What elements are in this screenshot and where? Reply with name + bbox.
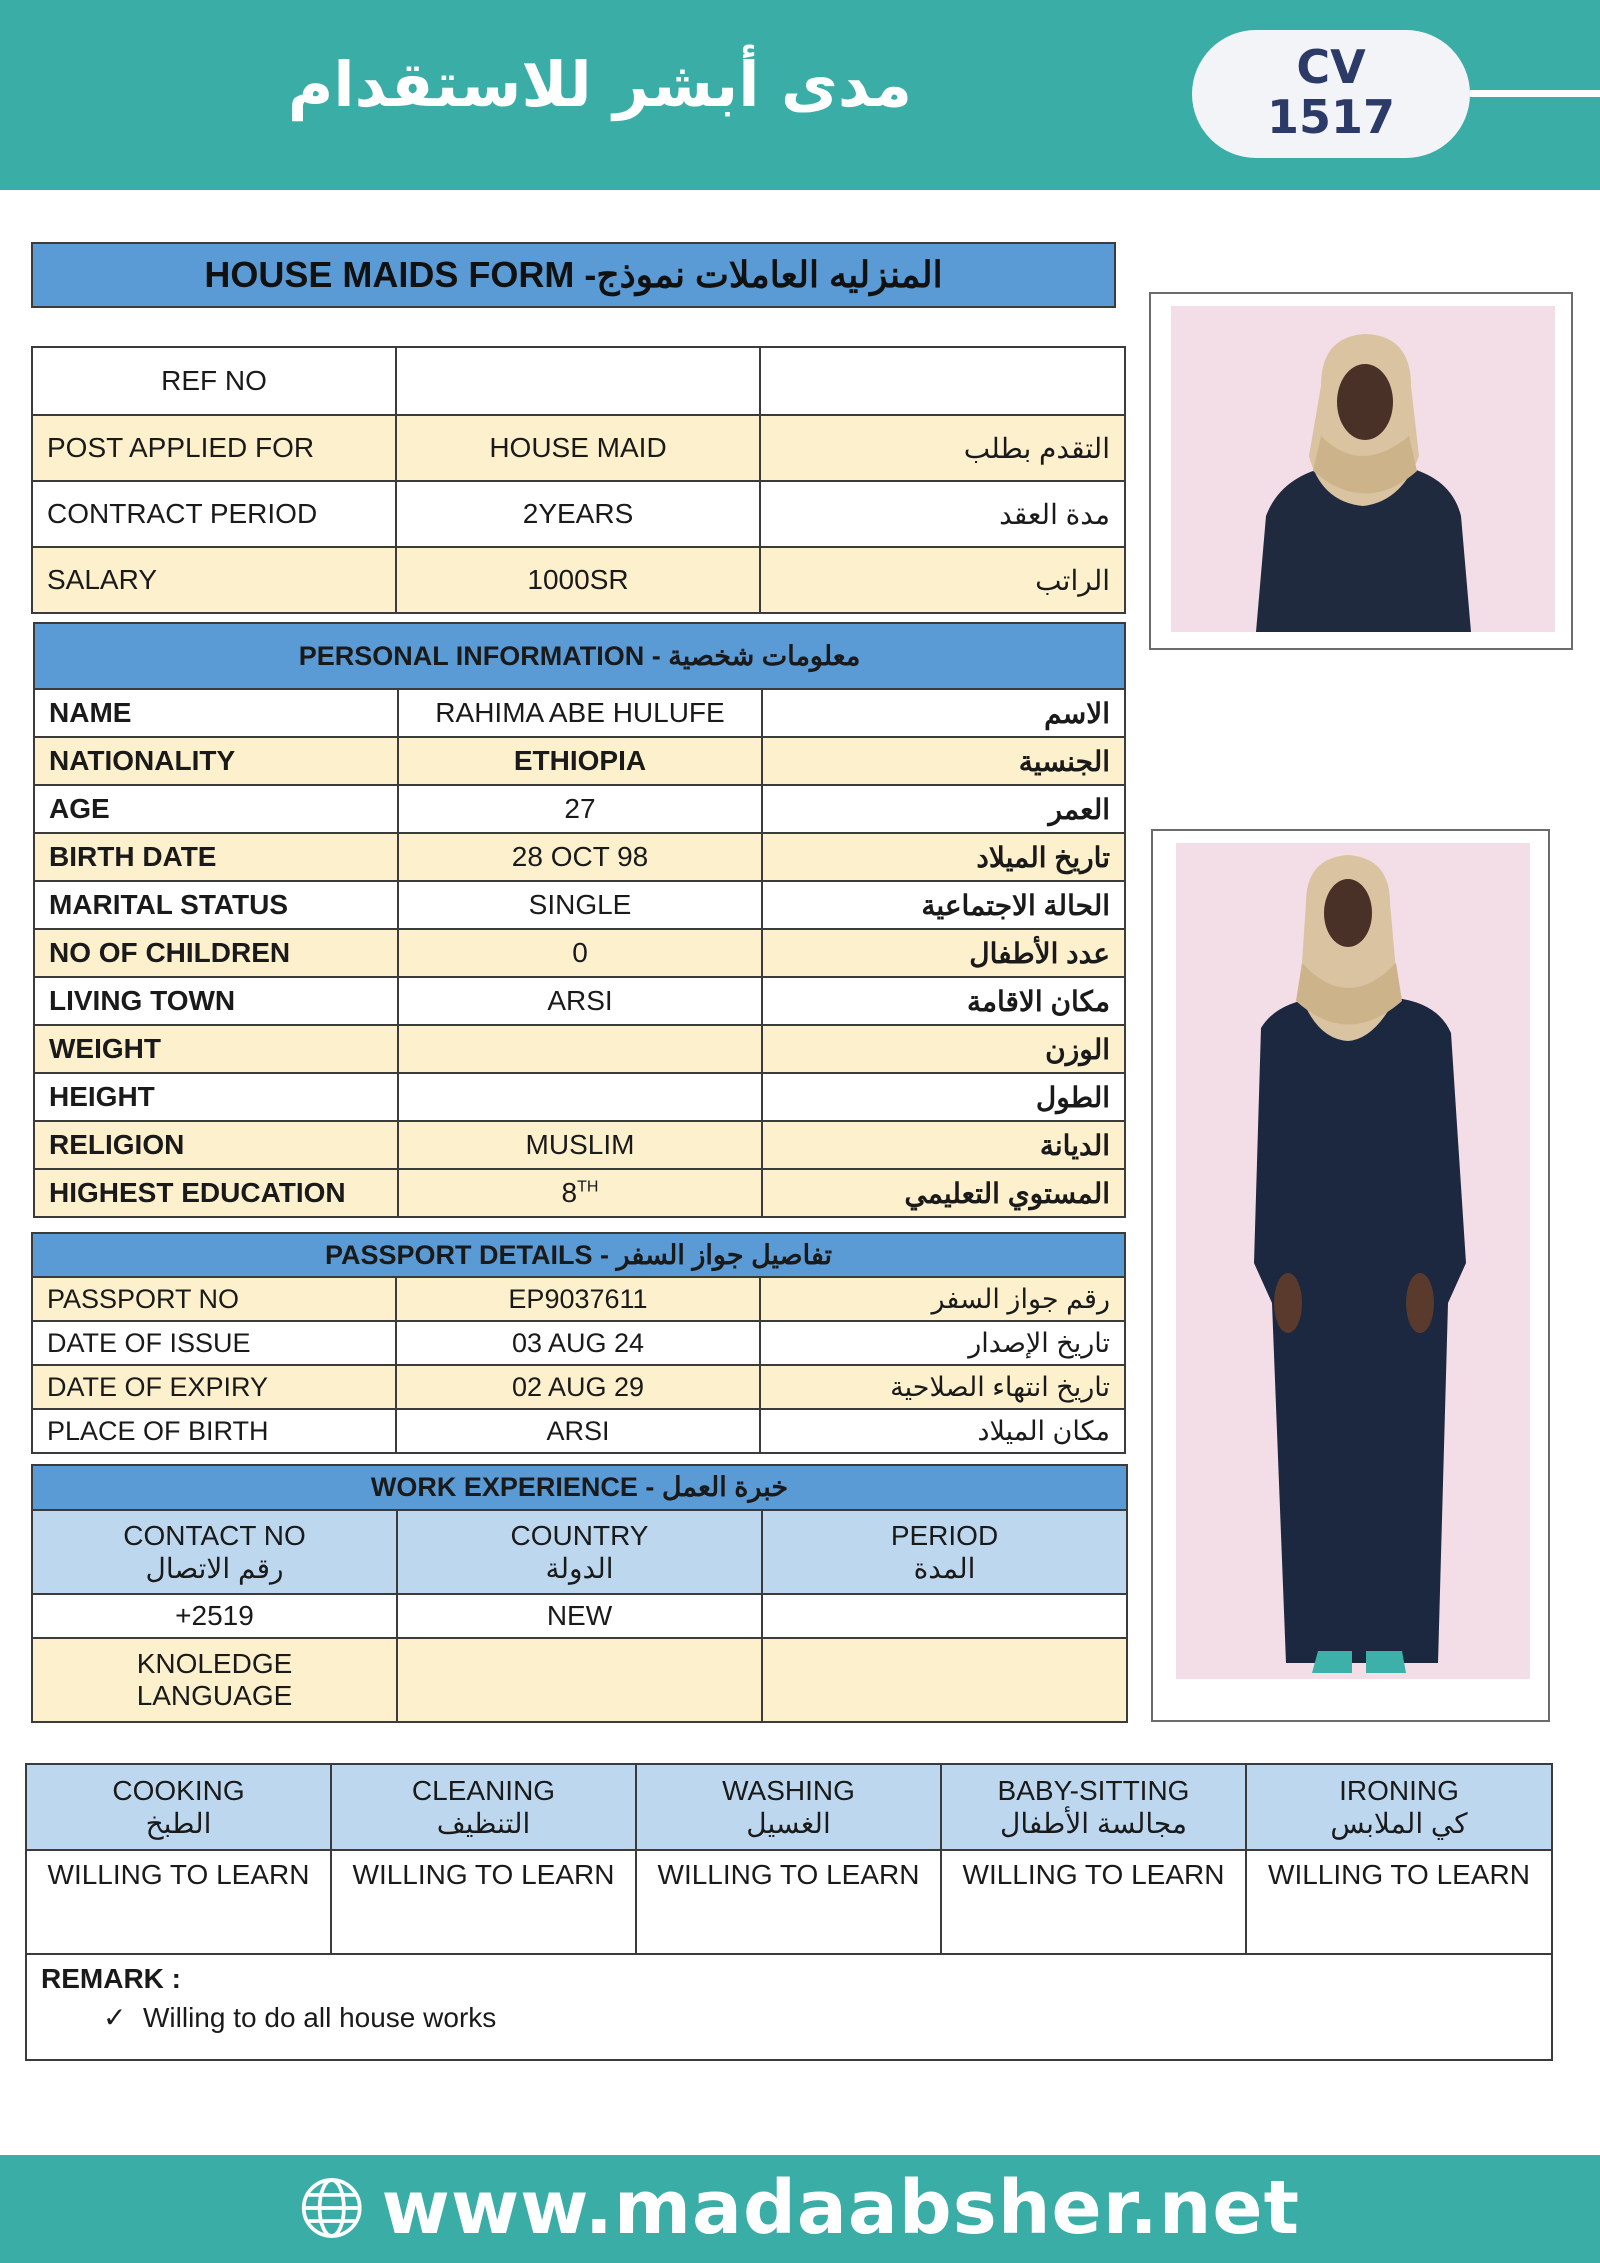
- row-label: SALARY: [32, 547, 396, 613]
- brand-title: مدى أبشر للاستقدام: [287, 48, 913, 121]
- table-row: [34, 1121, 1125, 1169]
- skill-name-ar: التنظيف: [436, 1807, 531, 1839]
- country-value: NEW: [397, 1594, 762, 1638]
- knowledge-language-extra: [762, 1638, 1127, 1722]
- row-label: PASSPORT NO: [32, 1277, 396, 1321]
- row-label: WEIGHT: [34, 1025, 398, 1073]
- skill-value: WILLING TO LEARN: [26, 1850, 331, 1954]
- table-row: [32, 415, 1125, 481]
- section-header: [32, 1233, 1125, 1277]
- row-value: 28 OCT 98: [398, 833, 762, 881]
- table-header-row: [32, 1510, 1127, 1594]
- skill-name-ar: مجالسة الأطفال: [1000, 1807, 1187, 1839]
- work-experience-table: [31, 1464, 1128, 1723]
- application-table: [31, 346, 1126, 614]
- row-value: RAHIMA ABE HULUFE: [398, 689, 762, 737]
- skill-value: WILLING TO LEARN: [1246, 1850, 1552, 1954]
- row-value: 2YEARS: [396, 481, 760, 547]
- period-header: [762, 1510, 1127, 1594]
- row-label-ar: الطول: [762, 1073, 1125, 1121]
- row-label: NATIONALITY: [34, 737, 398, 785]
- skill-value: WILLING TO LEARN: [331, 1850, 636, 1954]
- period-header-ar: المدة: [913, 1552, 976, 1584]
- portrait-photo-frame: [1149, 292, 1573, 650]
- row-value: 02 AUG 29: [396, 1365, 760, 1409]
- passport-heading: PASSPORT DETAILS - تفاصيل جواز السفر: [32, 1233, 1125, 1277]
- check-icon: ✓: [103, 2002, 127, 2033]
- row-value: EP9037611: [396, 1277, 760, 1321]
- row-value: 03 AUG 24: [396, 1321, 760, 1365]
- table-row: [34, 1169, 1125, 1217]
- skills-value-row: [26, 1850, 1552, 1954]
- portrait-photo: [1171, 306, 1555, 632]
- row-label: NAME: [34, 689, 398, 737]
- website-link[interactable]: [300, 2158, 1300, 2258]
- row-label: HIGHEST EDUCATION: [34, 1169, 398, 1217]
- row-label: CONTRACT PERIOD: [32, 481, 396, 547]
- contact-no-header: [32, 1510, 397, 1594]
- ref-no-value: [396, 347, 760, 415]
- row-value: HOUSE MAID: [396, 415, 760, 481]
- table-row: [34, 833, 1125, 881]
- row-label-ar: المستوي التعليمي: [762, 1169, 1125, 1217]
- website-url[interactable]: www.madaabsher.net: [381, 2165, 1300, 2251]
- row-label-ar: عدد الأطفال: [762, 929, 1125, 977]
- remark-cell: [26, 1954, 1552, 2060]
- row-label-ar: الوزن: [762, 1025, 1125, 1073]
- row-value: ETHIOPIA: [398, 737, 762, 785]
- table-row: [32, 1594, 1127, 1638]
- cv-label: CV: [1296, 40, 1366, 94]
- row-label-ar: رقم جواز السفر: [760, 1277, 1125, 1321]
- knowledge-language-label: [32, 1638, 397, 1722]
- skill-name-en: IRONING: [1339, 1774, 1459, 1806]
- skill-name-ar: الطبخ: [145, 1807, 212, 1839]
- skill-name-en: BABY-SITTING: [997, 1774, 1190, 1806]
- row-label-ar: مدة العقد: [760, 481, 1125, 547]
- contact-no-value: +2519: [32, 1594, 397, 1638]
- table-row: [34, 737, 1125, 785]
- row-label-ar: الجنسية: [762, 737, 1125, 785]
- skill-name-ar: كي الملابس: [1330, 1807, 1468, 1839]
- remark-row: [26, 1954, 1552, 2060]
- contact-no-header-ar: رقم الاتصال: [145, 1552, 284, 1584]
- cv-number: 1517: [1266, 90, 1396, 144]
- row-label-ar: تاريخ الميلاد: [762, 833, 1125, 881]
- education-suffix: TH: [577, 1178, 599, 1196]
- row-label-ar: الديانة: [762, 1121, 1125, 1169]
- row-label: HEIGHT: [34, 1073, 398, 1121]
- skill-name-en: WASHING: [722, 1774, 855, 1806]
- table-row: [32, 1321, 1125, 1365]
- country-header-en: COUNTRY: [510, 1519, 649, 1551]
- cv-badge: [1192, 30, 1470, 158]
- table-row: [32, 1277, 1125, 1321]
- skill-name-en: CLEANING: [411, 1774, 556, 1806]
- person-portrait-icon: [1171, 306, 1555, 632]
- passport-table: [31, 1232, 1126, 1454]
- skill-name-ar: الغسيل: [746, 1807, 831, 1839]
- row-label-ar: مكان الاقامة: [762, 977, 1125, 1025]
- person-full-body-icon: [1176, 843, 1530, 1679]
- knowledge-language-value: [397, 1638, 762, 1722]
- row-label: LIVING TOWN: [34, 977, 398, 1025]
- country-header-ar: الدولة: [545, 1552, 614, 1584]
- remark-text: Willing to do all house works: [143, 2002, 497, 2033]
- row-label-ar: تاريخ انتهاء الصلاحية: [760, 1365, 1125, 1409]
- skills-table: [25, 1763, 1553, 2061]
- row-label-ar: الحالة الاجتماعية: [762, 881, 1125, 929]
- row-value: 27: [398, 785, 762, 833]
- row-label: RELIGION: [34, 1121, 398, 1169]
- full-body-photo: [1176, 843, 1530, 1679]
- row-label: AGE: [34, 785, 398, 833]
- table-row: [34, 881, 1125, 929]
- personal-info-heading: PERSONAL INFORMATION - معلومات شخصية: [34, 623, 1125, 689]
- row-label-ar: تاريخ الإصدار: [760, 1321, 1125, 1365]
- row-label-ar: مكان الميلاد: [760, 1409, 1125, 1453]
- skill-header: [331, 1764, 636, 1850]
- contact-no-header-en: CONTACT NO: [123, 1519, 306, 1551]
- ref-no-label: REF NO: [32, 347, 396, 415]
- header-divider-line: [1470, 90, 1600, 97]
- row-value: ARSI: [398, 977, 762, 1025]
- table-row: [32, 1365, 1125, 1409]
- row-value: [398, 1169, 762, 1217]
- remark-label: REMARK :: [41, 1963, 181, 1994]
- skills-header-row: [26, 1764, 1552, 1850]
- ref-no-empty: [760, 347, 1125, 415]
- education-value: 8: [561, 1177, 578, 1208]
- country-header: [397, 1510, 762, 1594]
- row-value: SINGLE: [398, 881, 762, 929]
- row-label-ar: الاسم: [762, 689, 1125, 737]
- period-value: [762, 1594, 1127, 1638]
- row-label: PLACE OF BIRTH: [32, 1409, 396, 1453]
- row-value: 0: [398, 929, 762, 977]
- row-label-ar: العمر: [762, 785, 1125, 833]
- remark-item: [41, 2001, 1537, 2034]
- table-row: [32, 1638, 1127, 1722]
- language-line: LANGUAGE: [136, 1680, 293, 1711]
- table-row: [34, 1073, 1125, 1121]
- form-title: HOUSE MAIDS FORM -المنزليه العاملات نموذج: [31, 242, 1116, 308]
- row-label: POST APPLIED FOR: [32, 415, 396, 481]
- skill-header: [941, 1764, 1246, 1850]
- skill-header: [636, 1764, 941, 1850]
- skill-header: [1246, 1764, 1552, 1850]
- skill-value: WILLING TO LEARN: [941, 1850, 1246, 1954]
- row-value: [398, 1025, 762, 1073]
- table-row: [32, 1409, 1125, 1453]
- row-label: MARITAL STATUS: [34, 881, 398, 929]
- row-label-ar: التقدم بطلب: [760, 415, 1125, 481]
- skill-name-en: COOKING: [112, 1774, 245, 1806]
- row-value: MUSLIM: [398, 1121, 762, 1169]
- row-label: DATE OF EXPIRY: [32, 1365, 396, 1409]
- skill-value: WILLING TO LEARN: [636, 1850, 941, 1954]
- table-row: [32, 347, 1125, 415]
- row-value: 1000SR: [396, 547, 760, 613]
- row-value: ARSI: [396, 1409, 760, 1453]
- section-header: [32, 1465, 1127, 1510]
- row-label: NO OF CHILDREN: [34, 929, 398, 977]
- row-value: [398, 1073, 762, 1121]
- table-row: [32, 481, 1125, 547]
- work-experience-heading: WORK EXPERIENCE - خبرة العمل: [32, 1465, 1127, 1510]
- row-label: DATE OF ISSUE: [32, 1321, 396, 1365]
- globe-icon: [300, 2174, 363, 2242]
- period-header-en: PERIOD: [890, 1519, 999, 1551]
- full-body-photo-frame: [1151, 829, 1550, 1722]
- table-row: [32, 547, 1125, 613]
- table-row: [34, 977, 1125, 1025]
- table-row: [34, 785, 1125, 833]
- table-row: [34, 689, 1125, 737]
- row-label: BIRTH DATE: [34, 833, 398, 881]
- table-row: [34, 929, 1125, 977]
- section-header: [34, 623, 1125, 689]
- skill-header: [26, 1764, 331, 1850]
- row-label-ar: الراتب: [760, 547, 1125, 613]
- personal-info-table: [33, 622, 1126, 1218]
- knowledge-line: KNOLEDGE: [136, 1648, 293, 1679]
- table-row: [34, 1025, 1125, 1073]
